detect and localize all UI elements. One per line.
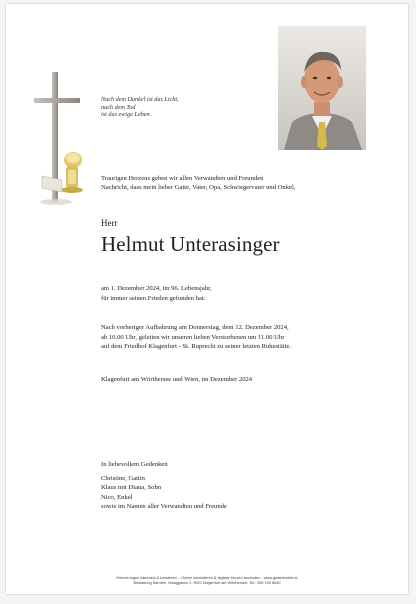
quote-line: ist das ewige Leben. [101, 111, 152, 119]
mourner-name: Nico, Enkel [101, 493, 133, 501]
mourner-name: Christine, Gattin [101, 474, 145, 482]
parte-page [6, 4, 408, 594]
mourners-closing: sowie im Namen aller Verwandten und Freunde [101, 503, 227, 511]
mourner-name: Klaus mit Diana, Sohn [101, 484, 162, 492]
salutation: Herr [101, 218, 118, 228]
footer-line: Erinnerungen sammeln & bewahren – Online kondolieren & digitale Kerzen anzünden - www.gedenkseite.at [116, 576, 298, 580]
intro-text [101, 174, 401, 192]
intro-line: Traurigen Herzens geben wir allen Verwandten und Freunden [101, 175, 264, 182]
death-notice [101, 284, 401, 303]
funeral-line: auf dem Friedhof Klagenfurt - St. Ruprecht zu seiner letzten Ruhestätte. [101, 343, 292, 351]
intro-line: Nachricht, dass mein lieber Gatte, Vater, Opa, Schwiegervater und Onkel, [101, 184, 296, 192]
mourners-heading: In liebevollem Gedenken [101, 461, 168, 468]
place-date: Klagenfurt am Wörthersee und Wien, im Dezember 2024 [101, 376, 253, 383]
funeral-line: Nach vorheriger Aufbahrung am Donnerstag, dem 12. Dezember 2024, [101, 324, 289, 331]
death-line: am 1. Dezember 2024, im 96. Lebensjahr, [101, 285, 212, 292]
death-line: für immer seinen Frieden gefunden hat. [101, 294, 206, 302]
quote-line: nach dem Tod [101, 103, 136, 111]
cross-with-chalice-icon [32, 64, 92, 214]
footer [6, 576, 408, 586]
funeral-line: ab 10.00 Uhr, geleiten wir unseren lieben Verstorbenen um 11.00 Uhr [101, 333, 285, 341]
footer-line: Bestattung Kärnten, Waaggasse 2, 9020 Klagenfurt am Wörthersee, Tel.: 050 190 8640 [133, 581, 281, 585]
mourners [101, 460, 401, 512]
quote [101, 96, 179, 119]
portrait-photo [278, 26, 366, 150]
funeral-details [101, 323, 401, 352]
quote-line: Nach dem Dunkel ist das Licht, [101, 96, 179, 103]
deceased-name: Helmut Unterasinger [101, 232, 280, 256]
